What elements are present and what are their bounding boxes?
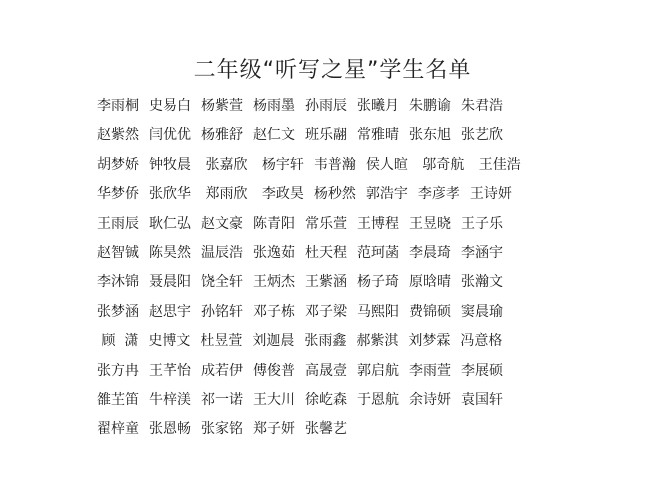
student-name: 杨宇轩 [257, 156, 304, 173]
student-name: 朱鹏谕 [409, 98, 451, 114]
student-name: 张馨艺 [305, 421, 347, 438]
student-name: 赵紫然 [97, 127, 139, 144]
roster-row [97, 327, 577, 356]
page-title: 二年级“听写之星”学生名单 [193, 58, 472, 83]
student-name: 杨紫萱 [201, 98, 243, 114]
student-name: 温辰浩 [201, 244, 243, 261]
student-name: 邬奇航 [417, 156, 465, 173]
student-name: 李政昊 [257, 186, 304, 203]
student-name: 钟牧晨 [149, 156, 191, 173]
roster-row [97, 210, 577, 239]
student-name: 张东旭 [409, 127, 451, 144]
student-name: 李展硕 [461, 362, 503, 379]
student-name: 郝紫淇 [356, 333, 399, 350]
student-name: 史博文 [148, 333, 191, 350]
student-name: 王博程 [357, 215, 399, 232]
roster-row [97, 239, 577, 268]
student-name: 邓子梁 [305, 303, 347, 320]
student-name: 雒芏笛 [97, 391, 139, 408]
roster-row [97, 268, 577, 297]
student-name: 徐屹森 [305, 391, 347, 408]
student-name: 孙雨辰 [305, 98, 347, 114]
student-name: 郑雨欣 [201, 186, 248, 203]
student-name: 祁一诺 [201, 391, 243, 408]
student-name: 范珂菡 [357, 244, 399, 261]
student-name: 牛梓渼 [149, 391, 191, 408]
student-name: 王芊怡 [149, 362, 191, 379]
student-name: 常乐萱 [305, 215, 347, 232]
student-name: 李彦孝 [417, 186, 460, 203]
student-roster [97, 92, 577, 445]
student-name: 郭启航 [357, 362, 399, 379]
student-name: 胡梦娇 [97, 156, 139, 173]
student-name: 李晨琦 [409, 244, 451, 261]
student-name: 朱君浩 [461, 98, 503, 114]
student-name: 余诗妍 [409, 391, 451, 408]
student-name: 窦晨瑜 [461, 303, 503, 320]
student-name: 赵文豪 [201, 215, 243, 232]
student-name: 赵思宇 [149, 303, 191, 320]
student-name: 孙铭轩 [201, 303, 243, 320]
student-name: 张欣华 [149, 186, 191, 203]
student-name: 费锦硕 [409, 303, 451, 320]
student-name: 于恩航 [357, 391, 399, 408]
student-name: 陈昊然 [149, 244, 191, 261]
student-name: 冯意格 [460, 333, 503, 350]
student-name: 赵仁文 [253, 127, 295, 144]
student-name: 饶全轩 [201, 274, 243, 291]
student-name: 李涵宇 [461, 244, 503, 261]
student-name: 张恩畅 [149, 421, 191, 438]
roster-row [97, 151, 577, 180]
student-name: 王大川 [253, 391, 295, 408]
student-name: 杨雅舒 [201, 127, 243, 144]
student-name: 李雨萱 [409, 362, 451, 379]
student-name: 杨子琦 [357, 274, 399, 291]
roster-row [97, 357, 577, 386]
student-name: 邓子栋 [253, 303, 295, 320]
student-name: 王佳浩 [474, 156, 521, 173]
student-name: 张家铭 [201, 421, 243, 438]
student-name: 顾 潇 [97, 333, 139, 350]
student-name: 张嘉欣 [201, 156, 248, 173]
student-name: 郭浩宇 [365, 186, 408, 203]
student-name: 陈青阳 [253, 215, 295, 232]
student-name: 王紫涵 [305, 274, 347, 291]
student-name: 王雨辰 [97, 215, 139, 232]
roster-row [97, 121, 577, 150]
student-name: 王诗妍 [469, 186, 512, 203]
student-name: 李沐锦 [97, 274, 139, 291]
student-name: 刘梦霖 [408, 333, 451, 350]
student-name: 张艺欣 [461, 127, 503, 144]
student-name: 杜昱萱 [200, 333, 243, 350]
student-name: 傅俊普 [253, 362, 295, 379]
roster-row [97, 180, 577, 209]
student-name: 韦普瀚 [313, 156, 356, 173]
student-name: 郑子妍 [253, 421, 295, 438]
student-name: 刘迦晨 [252, 333, 295, 350]
student-name: 张方冉 [97, 362, 139, 379]
roster-row [97, 415, 577, 444]
student-name: 耿仁弘 [149, 215, 191, 232]
student-name: 史易白 [149, 98, 191, 114]
student-name: 王昱晓 [409, 215, 451, 232]
student-name: 常雅晴 [357, 127, 399, 144]
student-name: 王炳杰 [253, 274, 295, 291]
student-name: 原晗晴 [409, 274, 451, 291]
roster-row [97, 92, 577, 121]
student-name: 成若伊 [201, 362, 243, 379]
student-name: 侯人暄 [365, 156, 408, 173]
student-name: 张梦涵 [97, 303, 139, 320]
student-name: 张曦月 [357, 98, 399, 114]
student-name: 翟梓童 [97, 421, 139, 438]
student-name: 高晟壹 [305, 362, 347, 379]
roster-row [97, 298, 577, 327]
student-name: 杜天程 [305, 244, 347, 261]
student-name: 聂晨阳 [149, 274, 191, 291]
student-name: 杨秒然 [313, 186, 356, 203]
student-name: 闫优优 [149, 127, 191, 144]
student-name: 华梦侨 [97, 186, 139, 203]
student-name: 李雨桐 [97, 98, 139, 114]
student-name: 张雨鑫 [304, 333, 347, 350]
roster-row [97, 386, 577, 415]
student-name: 马熙阳 [357, 303, 399, 320]
student-name: 杨雨墨 [253, 98, 295, 114]
student-name: 袁国轩 [461, 391, 503, 408]
student-name: 王子乐 [461, 215, 503, 232]
student-name: 张逸茹 [253, 244, 295, 261]
student-name: 赵智铖 [97, 244, 139, 261]
student-name: 张瀚文 [461, 274, 503, 291]
student-name: 班乐翮 [305, 127, 347, 144]
